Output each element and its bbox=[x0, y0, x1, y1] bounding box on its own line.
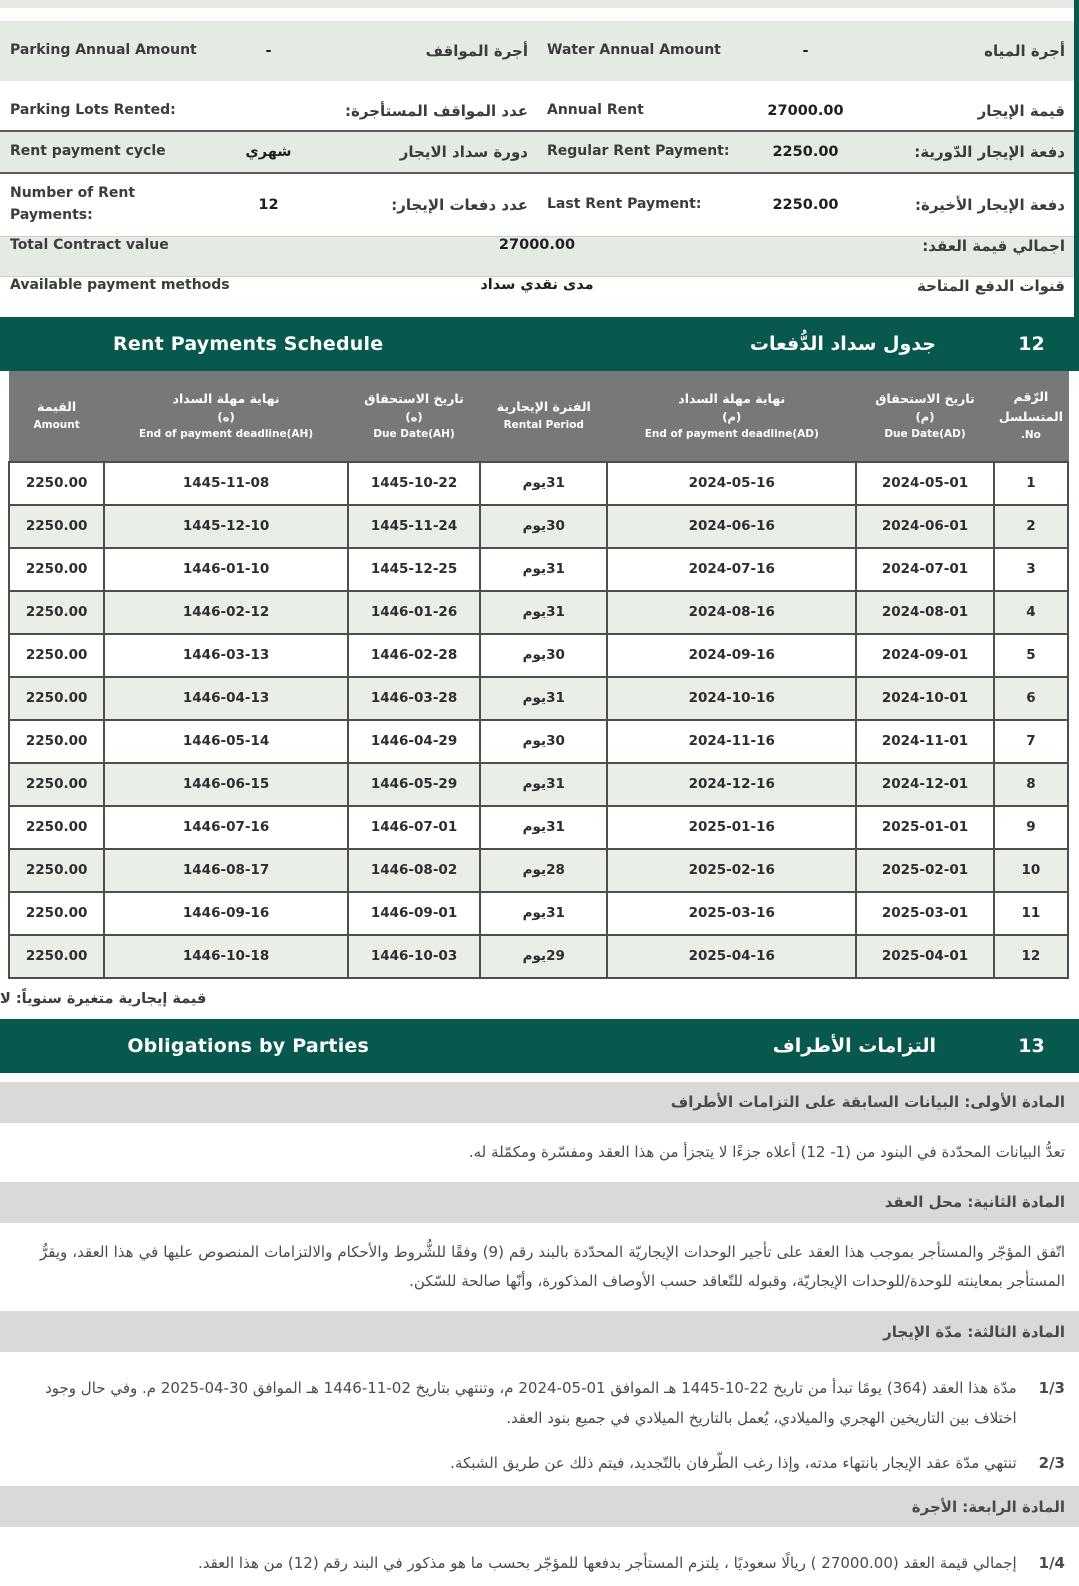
serial-no-cell: 3 bbox=[994, 548, 1068, 591]
payment-row bbox=[9, 935, 1068, 978]
payment-row bbox=[9, 763, 1068, 806]
header-rental-period bbox=[480, 372, 607, 462]
clause-text: إجمالي قيمة العقد (27000.00 ) ريالًا سعوديًا ، يلتزم المستأجر بدفعها للمؤجّر بحسب ما هو مذكور في البند رقم (12) من هذا العقد. bbox=[40, 1549, 1017, 1578]
label-en: Annual Rent bbox=[537, 100, 736, 122]
payment-row bbox=[9, 806, 1068, 849]
due-date-ah-cell: 1445-12-25 bbox=[348, 548, 480, 591]
serial-no-cell: 1 bbox=[994, 462, 1068, 505]
info-cell-parking-lots bbox=[0, 91, 537, 130]
end-deadline-ad-cell: 2024-05-16 bbox=[607, 462, 856, 505]
schedule-title-ar: جدول سداد الدُّفعات bbox=[750, 333, 936, 355]
label-ar: عدد المواقف المستأجرة: bbox=[338, 102, 537, 120]
info-row-annual-amounts bbox=[0, 21, 1074, 81]
header-end-deadline-ad bbox=[607, 372, 856, 462]
article-2-heading: المادة الثانية: محل العقد bbox=[0, 1182, 1079, 1223]
clause-number: 1/4 bbox=[1039, 1549, 1065, 1578]
amount-cell: 2250.00 bbox=[9, 720, 104, 763]
contract-info-section bbox=[0, 0, 1079, 317]
serial-no-cell: 9 bbox=[994, 806, 1068, 849]
value: 2250.00 bbox=[736, 197, 876, 213]
header-serial-no bbox=[994, 372, 1068, 462]
serial-no-cell: 5 bbox=[994, 634, 1068, 677]
serial-no-cell: 8 bbox=[994, 763, 1068, 806]
label-en: Last Rent Payment: bbox=[537, 194, 736, 216]
header-end-deadline-ah bbox=[104, 372, 348, 462]
label-ar: قيمة الإيجار bbox=[875, 102, 1074, 120]
clause-text: مدّة هذا العقد (364) يومًا تبدأ من تاريخ 22-10-1445 هـ الموافق 01-05-2024 م، وتنتهي بتاريخ 02-11-1446 هـ الموافق 30-04-2025 م. وفي حال وجود اختلاف بين التاريخين الهجري والميلادي، يُعمل بالتاريخ الميلادي في جميع بنود العقد. bbox=[40, 1374, 1017, 1433]
serial-no-cell: 2 bbox=[994, 505, 1068, 548]
obligations-title-en: Obligations by Parties bbox=[0, 1035, 496, 1057]
amount-cell: 2250.00 bbox=[9, 677, 104, 720]
label-ar: أجرة المياه bbox=[875, 42, 1074, 60]
header-due-date-ad bbox=[856, 372, 994, 462]
end-deadline-ah-cell: 1446-04-13 bbox=[104, 677, 348, 720]
payment-row bbox=[9, 892, 1068, 935]
payment-row bbox=[9, 634, 1068, 677]
due-date-ad-cell: 2025-01-01 bbox=[856, 806, 994, 849]
header-ar: تاريخ الاستحقاق bbox=[350, 389, 477, 409]
label-en: Number of Rent Payments: bbox=[0, 183, 199, 226]
label-ar: دفعة الإيجار الأخيرة: bbox=[875, 196, 1074, 214]
value: - bbox=[199, 43, 339, 59]
serial-no-cell: 4 bbox=[994, 591, 1068, 634]
amount-cell: 2250.00 bbox=[9, 849, 104, 892]
clause-text: تنتهي مدّة عقد الإيجار بانتهاء مدته، وإذا رغب الطّرفان بالتّجديد، فيتم ذلك عن طريق الشبكة. bbox=[40, 1449, 1017, 1478]
end-deadline-ah-cell: 1446-01-10 bbox=[104, 548, 348, 591]
rental-period-cell: 30يوم bbox=[480, 720, 607, 763]
serial-no-cell: 10 bbox=[994, 849, 1068, 892]
end-deadline-ad-cell: 2024-07-16 bbox=[607, 548, 856, 591]
value: 27000.00 bbox=[300, 237, 774, 276]
label-ar: اجمالي قيمة العقد: bbox=[774, 237, 1074, 276]
obligations-section-number: 13 bbox=[984, 1035, 1079, 1057]
label-ar: دورة سداد الايجار bbox=[338, 143, 537, 161]
label-ar: عدد دفعات الإيجار: bbox=[338, 196, 537, 214]
rental-period-cell: 30يوم bbox=[480, 634, 607, 677]
header-ar: نهاية مهلة السداد bbox=[107, 389, 346, 409]
header-ar: تاريخ الاستحقاق bbox=[859, 389, 992, 409]
header-sub: (ه) bbox=[350, 409, 477, 426]
payment-row bbox=[9, 548, 1068, 591]
clause-number: 1/3 bbox=[1039, 1374, 1065, 1433]
rental-period-cell: 31يوم bbox=[480, 806, 607, 849]
header-en: Rental Period bbox=[483, 417, 605, 435]
article-3-heading: المادة الثالثة: مدّة الإيجار bbox=[0, 1311, 1079, 1352]
info-row-total-contract bbox=[0, 237, 1074, 277]
value: 27000.00 bbox=[736, 103, 876, 119]
due-date-ah-cell: 1446-02-28 bbox=[348, 634, 480, 677]
end-deadline-ad-cell: 2024-08-16 bbox=[607, 591, 856, 634]
header-amount bbox=[9, 372, 104, 462]
header-ar: الرّقم المتسلسل bbox=[996, 387, 1065, 427]
article-1-heading: المادة الأولى: البيانات السابقة على التزامات الأطراف bbox=[0, 1082, 1079, 1123]
label-en: Total Contract value bbox=[0, 237, 300, 276]
end-deadline-ad-cell: 2024-11-16 bbox=[607, 720, 856, 763]
label-ar: قنوات الدفع المتاحة bbox=[774, 277, 1074, 317]
due-date-ad-cell: 2025-04-01 bbox=[856, 935, 994, 978]
end-deadline-ad-cell: 2025-03-16 bbox=[607, 892, 856, 935]
due-date-ah-cell: 1445-10-22 bbox=[348, 462, 480, 505]
info-row-payment-methods bbox=[0, 277, 1074, 317]
header-en: Due Date(AD) bbox=[859, 426, 992, 444]
due-date-ad-cell: 2024-11-01 bbox=[856, 720, 994, 763]
info-cell-last-payment bbox=[537, 174, 1074, 236]
due-date-ad-cell: 2024-07-01 bbox=[856, 548, 994, 591]
header-ar: الفترة الإيجارية bbox=[483, 397, 605, 417]
payment-row bbox=[9, 591, 1068, 634]
end-deadline-ad-cell: 2024-12-16 bbox=[607, 763, 856, 806]
rental-period-cell: 29يوم bbox=[480, 935, 607, 978]
article-4-heading: المادة الرابعة: الأجرة bbox=[0, 1486, 1079, 1527]
info-row-cycle-regular bbox=[0, 132, 1074, 174]
due-date-ah-cell: 1446-03-28 bbox=[348, 677, 480, 720]
due-date-ah-cell: 1445-11-24 bbox=[348, 505, 480, 548]
end-deadline-ah-cell: 1446-08-17 bbox=[104, 849, 348, 892]
info-cell-water-annual bbox=[537, 21, 1074, 81]
label-en: Parking Annual Amount bbox=[0, 40, 199, 62]
payments-table bbox=[8, 371, 1069, 979]
end-deadline-ad-cell: 2025-02-16 bbox=[607, 849, 856, 892]
end-deadline-ah-cell: 1446-10-18 bbox=[104, 935, 348, 978]
end-deadline-ad-cell: 2024-10-16 bbox=[607, 677, 856, 720]
variable-rent-note: قيمة إيجارية متغيرة سنوياً: لا bbox=[0, 979, 1079, 1019]
article-2-text: اتّفق المؤجّر والمستأجر بموجب هذا العقد على تأجير الوحدات الإيجاريّة المحدّدة بالبند رقم (9) وفقًا للشُّروط والأحكام والالتزامات المنصوص عليها في هذا العقد، ويقرُّ المستأجر بمعاينته للوحدة/للوحدات الإيجاريّة، وقبوله للتّعاقد حسب الأوصاف المذكورة، وأنّها صالحة للسّكن. bbox=[0, 1225, 1079, 1312]
top-row-sliver bbox=[0, 0, 1074, 8]
amount-cell: 2250.00 bbox=[9, 763, 104, 806]
clause-3-1 bbox=[0, 1354, 1079, 1441]
end-deadline-ad-cell: 2024-06-16 bbox=[607, 505, 856, 548]
payment-row bbox=[9, 505, 1068, 548]
end-deadline-ad-cell: 2025-04-16 bbox=[607, 935, 856, 978]
schedule-section-header bbox=[0, 317, 1079, 371]
due-date-ah-cell: 1446-10-03 bbox=[348, 935, 480, 978]
due-date-ad-cell: 2024-08-01 bbox=[856, 591, 994, 634]
due-date-ad-cell: 2025-03-01 bbox=[856, 892, 994, 935]
due-date-ad-cell: 2024-09-01 bbox=[856, 634, 994, 677]
header-due-date-ah bbox=[348, 372, 480, 462]
end-deadline-ah-cell: 1446-03-13 bbox=[104, 634, 348, 677]
clause-number: 2/3 bbox=[1039, 1449, 1065, 1478]
header-ar: نهاية مهلة السداد bbox=[610, 389, 854, 409]
rental-period-cell: 31يوم bbox=[480, 591, 607, 634]
amount-cell: 2250.00 bbox=[9, 548, 104, 591]
due-date-ah-cell: 1446-05-29 bbox=[348, 763, 480, 806]
schedule-title-en: Rent Payments Schedule bbox=[0, 333, 496, 355]
due-date-ad-cell: 2024-06-01 bbox=[856, 505, 994, 548]
rental-period-cell: 31يوم bbox=[480, 677, 607, 720]
rental-period-cell: 30يوم bbox=[480, 505, 607, 548]
clause-4-1 bbox=[0, 1529, 1079, 1586]
header-en: End of payment deadline(AH) bbox=[107, 426, 346, 444]
end-deadline-ah-cell: 1446-05-14 bbox=[104, 720, 348, 763]
due-date-ad-cell: 2024-10-01 bbox=[856, 677, 994, 720]
amount-cell: 2250.00 bbox=[9, 892, 104, 935]
label-ar: أجرة المواقف bbox=[338, 42, 537, 60]
header-sub: (م) bbox=[859, 409, 992, 426]
info-row-lots-rent bbox=[0, 91, 1074, 132]
value: 2250.00 bbox=[736, 144, 876, 160]
label-en: Rent payment cycle bbox=[0, 141, 199, 163]
rental-period-cell: 31يوم bbox=[480, 548, 607, 591]
info-cell-payment-cycle bbox=[0, 132, 537, 172]
payment-row bbox=[9, 462, 1068, 505]
due-date-ah-cell: 1446-01-26 bbox=[348, 591, 480, 634]
serial-no-cell: 12 bbox=[994, 935, 1068, 978]
header-sub: (ه) bbox=[107, 409, 346, 426]
label-en: Parking Lots Rented: bbox=[0, 100, 199, 122]
end-deadline-ah-cell: 1446-07-16 bbox=[104, 806, 348, 849]
info-cell-annual-rent bbox=[537, 91, 1074, 130]
header-en: End of payment deadline(AD) bbox=[610, 426, 854, 444]
due-date-ad-cell: 2024-12-01 bbox=[856, 763, 994, 806]
due-date-ad-cell: 2025-02-01 bbox=[856, 849, 994, 892]
label-en: Available payment methods bbox=[0, 277, 300, 317]
serial-no-cell: 11 bbox=[994, 892, 1068, 935]
info-cell-parking-annual bbox=[0, 21, 537, 81]
obligations-section-header bbox=[0, 1019, 1079, 1073]
end-deadline-ah-cell: 1446-06-15 bbox=[104, 763, 348, 806]
amount-cell: 2250.00 bbox=[9, 806, 104, 849]
value: - bbox=[736, 43, 876, 59]
header-ar: القيمة bbox=[12, 397, 102, 417]
serial-no-cell: 7 bbox=[994, 720, 1068, 763]
rental-period-cell: 28يوم bbox=[480, 849, 607, 892]
info-cell-payments-count bbox=[0, 174, 537, 236]
amount-cell: 2250.00 bbox=[9, 634, 104, 677]
payment-row bbox=[9, 720, 1068, 763]
end-deadline-ah-cell: 1445-11-08 bbox=[104, 462, 348, 505]
value: 12 bbox=[199, 197, 339, 213]
payment-row bbox=[9, 677, 1068, 720]
rental-period-cell: 31يوم bbox=[480, 462, 607, 505]
serial-no-cell: 6 bbox=[994, 677, 1068, 720]
obligations-title-ar: التزامات الأطراف bbox=[773, 1035, 936, 1057]
header-en: .No bbox=[996, 427, 1065, 445]
header-en: Amount bbox=[12, 417, 102, 435]
amount-cell: 2250.00 bbox=[9, 935, 104, 978]
clause-3-2 bbox=[0, 1441, 1079, 1486]
header-en: Due Date(AH) bbox=[350, 426, 477, 444]
schedule-section-number: 12 bbox=[984, 333, 1079, 355]
due-date-ah-cell: 1446-09-01 bbox=[348, 892, 480, 935]
top-gap bbox=[0, 8, 1074, 21]
value: مدى نقدي سداد bbox=[300, 277, 774, 317]
label-en: Water Annual Amount bbox=[537, 40, 736, 62]
table-header-row bbox=[9, 372, 1068, 462]
rental-period-cell: 31يوم bbox=[480, 763, 607, 806]
payments-table-wrap bbox=[0, 371, 1079, 979]
due-date-ad-cell: 2024-05-01 bbox=[856, 462, 994, 505]
label-en: Regular Rent Payment: bbox=[537, 141, 736, 163]
info-cell-regular-payment bbox=[537, 132, 1074, 172]
payment-row bbox=[9, 849, 1068, 892]
article-1-text: تعدُّ البيانات المحدّدة في البنود من (1- 12) أعلاه جزءًا لا يتجزأ من هذا العقد ومفسّرة ومكمّلة له. bbox=[0, 1125, 1079, 1182]
due-date-ah-cell: 1446-07-01 bbox=[348, 806, 480, 849]
amount-cell: 2250.00 bbox=[9, 462, 104, 505]
amount-cell: 2250.00 bbox=[9, 591, 104, 634]
end-deadline-ah-cell: 1446-09-16 bbox=[104, 892, 348, 935]
amount-cell: 2250.00 bbox=[9, 505, 104, 548]
end-deadline-ad-cell: 2024-09-16 bbox=[607, 634, 856, 677]
obligations-articles bbox=[0, 1082, 1079, 1586]
end-deadline-ah-cell: 1445-12-10 bbox=[104, 505, 348, 548]
due-date-ah-cell: 1446-08-02 bbox=[348, 849, 480, 892]
value: شهري bbox=[199, 144, 339, 160]
label-ar: دفعة الإيجار الدّورية: bbox=[875, 143, 1074, 161]
due-date-ah-cell: 1446-04-29 bbox=[348, 720, 480, 763]
end-deadline-ad-cell: 2025-01-16 bbox=[607, 806, 856, 849]
header-sub: (م) bbox=[610, 409, 854, 426]
info-row-count-last bbox=[0, 174, 1074, 237]
end-deadline-ah-cell: 1446-02-12 bbox=[104, 591, 348, 634]
rental-period-cell: 31يوم bbox=[480, 892, 607, 935]
